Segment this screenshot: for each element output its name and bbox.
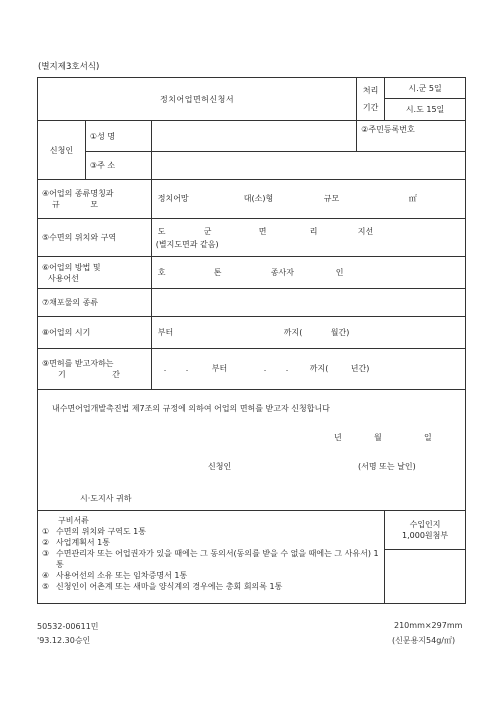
- fishery-type-label: ④어업의 종류명칭과 규 모: [38, 180, 152, 219]
- method-field[interactable]: 호 톤 종사자 인: [151, 257, 465, 289]
- location-field[interactable]: 도 군 면 리 지선 (별지도면과 같음): [151, 219, 465, 257]
- document-item: ④ 사용어선의 소유 또는 임차증명서 1통: [42, 571, 188, 580]
- paper-type: (신문용지54g/㎡): [392, 636, 456, 645]
- declaration-area: [38, 390, 466, 511]
- stamp-label: 수입인지: [409, 520, 441, 529]
- processing-period-province: 시.도 15일: [385, 99, 466, 121]
- processing-period-label: 처리 기간: [357, 78, 385, 121]
- date-month: 월: [374, 433, 382, 442]
- form-code: 50532-00611민: [37, 622, 99, 631]
- required-documents: 구비서류 ① 수면의 위치와 구역도 1통 ② 사업계획서 1통 ③ 수면관리자 또는 어업권자가 있을 때에는 그 동의서(동의를 받을 수 없을 때에는 그 사유서) 1통 ④ 사용어선의 소유 또는 임차증명서 1통 ⑤ 신청인이 어촌계 또는 새마을 양식계의 경우에는 총회 회의록 1통: [38, 511, 385, 604]
- applicant-label: 신청인: [38, 121, 86, 180]
- paper-size: 210mm×297mm: [394, 621, 463, 630]
- document-item: ③ 수면관리자 또는 어업권자가 있을 때에는 그 동의서(동의를 받을 수 없을 때에는 그 사유서) 1통: [42, 549, 379, 569]
- stamp-amount: 1,000원첨부: [402, 531, 449, 540]
- license-period-label: ⑨면허를 받고자하는 기 간: [38, 349, 152, 390]
- fishing-season-field[interactable]: 부터 까지( 월간): [151, 317, 465, 349]
- license-period-field[interactable]: . . 부터 . . 까지( 년간): [151, 349, 465, 390]
- approval-date: '93.12.30승인: [37, 636, 91, 645]
- resident-id-label: ②주민등록번호: [357, 121, 466, 152]
- document-item: ① 수면의 위치와 구역도 1통: [42, 527, 146, 536]
- declaration-statement: 내수면어업개발촉진법 제7조의 규정에 의하여 어업의 면허를 받고자 신청합니다: [52, 404, 330, 413]
- name-label: ①성 명: [85, 121, 151, 152]
- sign-or-seal: (서명 또는 날인): [358, 462, 416, 471]
- application-form: [37, 77, 466, 604]
- address-field[interactable]: [151, 152, 465, 180]
- date-day: 일: [424, 433, 432, 442]
- form-number-tag: (별지제3호서식): [38, 62, 100, 72]
- fishing-season-label: ⑧어업의 시기: [38, 317, 152, 349]
- applicant-sign-label: 신청인: [208, 462, 232, 471]
- date-year: 년: [334, 433, 342, 442]
- revenue-stamp-box: [385, 511, 466, 604]
- address-label: ③주 소: [85, 152, 151, 180]
- addressee: 시·도지사 귀하: [80, 494, 132, 503]
- document-item: ② 사업계획서 1통: [42, 538, 111, 547]
- processing-period-city: 시.군 5일: [385, 78, 466, 99]
- fishery-type-field[interactable]: 정치어망 대(소)형 규모 ㎡: [151, 180, 465, 219]
- catch-type-label: ⑦채포물의 종류: [38, 289, 152, 317]
- catch-type-field[interactable]: [151, 289, 465, 317]
- form-title: 정치어업면허신청서: [38, 78, 357, 121]
- document-item: ⑤ 신청인이 어촌계 또는 새마을 양식계의 경우에는 총회 회의록 1통: [42, 582, 283, 591]
- method-label: ⑥어업의 방법 및 사용어선: [38, 257, 152, 289]
- name-field[interactable]: [151, 121, 356, 152]
- location-label: ⑤수면의 위치와 구역: [38, 219, 152, 257]
